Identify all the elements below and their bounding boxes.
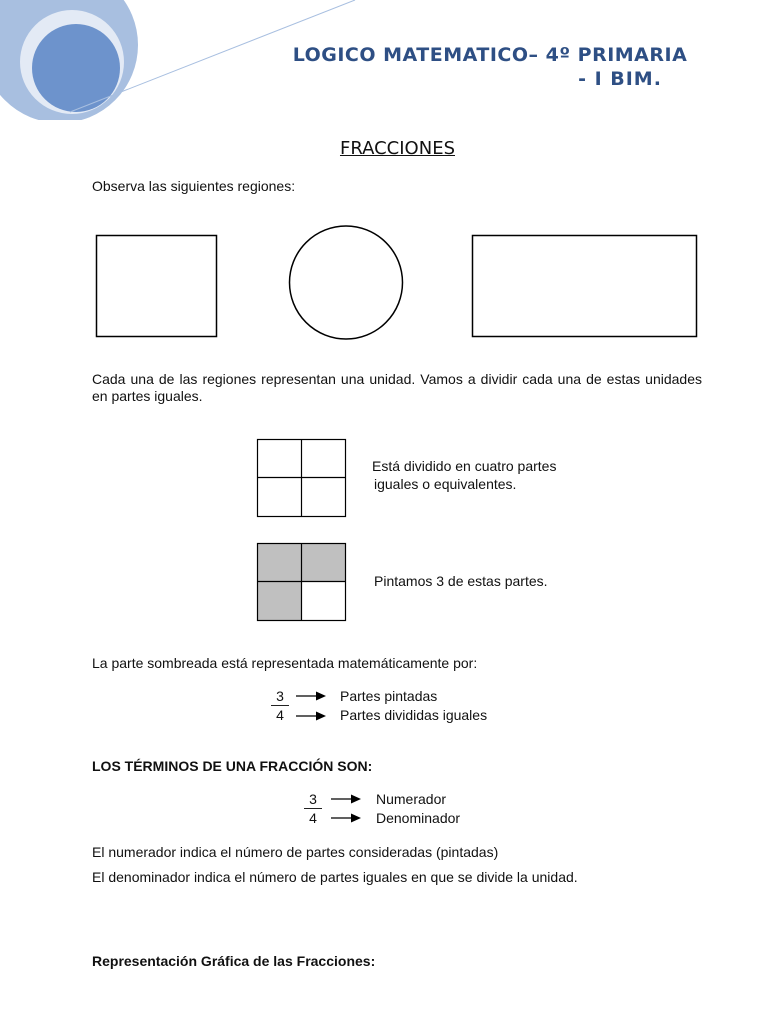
example-numerator: 3 xyxy=(276,688,284,704)
terms-numerator: 3 xyxy=(309,791,317,807)
example-numerator-label: Partes pintadas xyxy=(340,688,438,704)
arrow-icon xyxy=(331,812,363,824)
denominator-definition: El denominador indica el número de partes iguales en que se divide la unidad. xyxy=(92,869,578,885)
divided-square xyxy=(255,437,349,521)
arrow-icon xyxy=(296,690,328,702)
decor-circle-inner xyxy=(32,24,120,112)
arrow-icon xyxy=(296,710,328,722)
shaded-square xyxy=(255,541,349,625)
shaded-intro: La parte sombreada está representada matemáticamente por: xyxy=(92,655,478,671)
painted-text: Pintamos 3 de estas partes. xyxy=(374,573,548,589)
terms-denominator: 4 xyxy=(309,810,317,826)
example-fraction-bar xyxy=(271,705,289,706)
numerator-definition: El numerador indica el número de partes consideradas (pintadas) xyxy=(92,844,499,860)
header-title: LOGICO MATEMATICO– 4º PRIMARIA xyxy=(292,44,688,66)
example-denominator-label: Partes divididas iguales xyxy=(340,707,488,723)
header-subtitle: - I BIM. xyxy=(578,68,662,90)
terms-fraction-bar xyxy=(304,808,322,809)
region-circle xyxy=(290,226,403,339)
unit-paragraph: Cada una de las regiones representan una unidad. Vamos a dividir cada una de estas unidades en partes iguales. xyxy=(92,371,702,404)
arrow-icon xyxy=(331,793,363,805)
terms-heading: LOS TÉRMINOS DE UNA FRACCIÓN SON: xyxy=(92,758,373,774)
region-square xyxy=(97,236,217,337)
example-denominator: 4 xyxy=(276,707,284,723)
regions-figure xyxy=(90,222,705,342)
terms-denominator-label: Denominador xyxy=(376,810,461,826)
intro-text: Observa las siguientes regiones: xyxy=(92,178,296,194)
page-title: FRACCIONES xyxy=(339,138,455,159)
divided-text-2: iguales o equivalentes. xyxy=(374,476,517,492)
terms-numerator-label: Numerador xyxy=(376,791,447,807)
graphic-heading: Representación Gráfica de las Fracciones: xyxy=(92,953,376,969)
divided-text-1: Está dividido en cuatro partes xyxy=(372,458,557,474)
shaded-part xyxy=(258,544,302,582)
region-rectangle xyxy=(473,236,697,337)
shaded-part xyxy=(258,582,302,621)
shaded-part xyxy=(302,544,346,582)
